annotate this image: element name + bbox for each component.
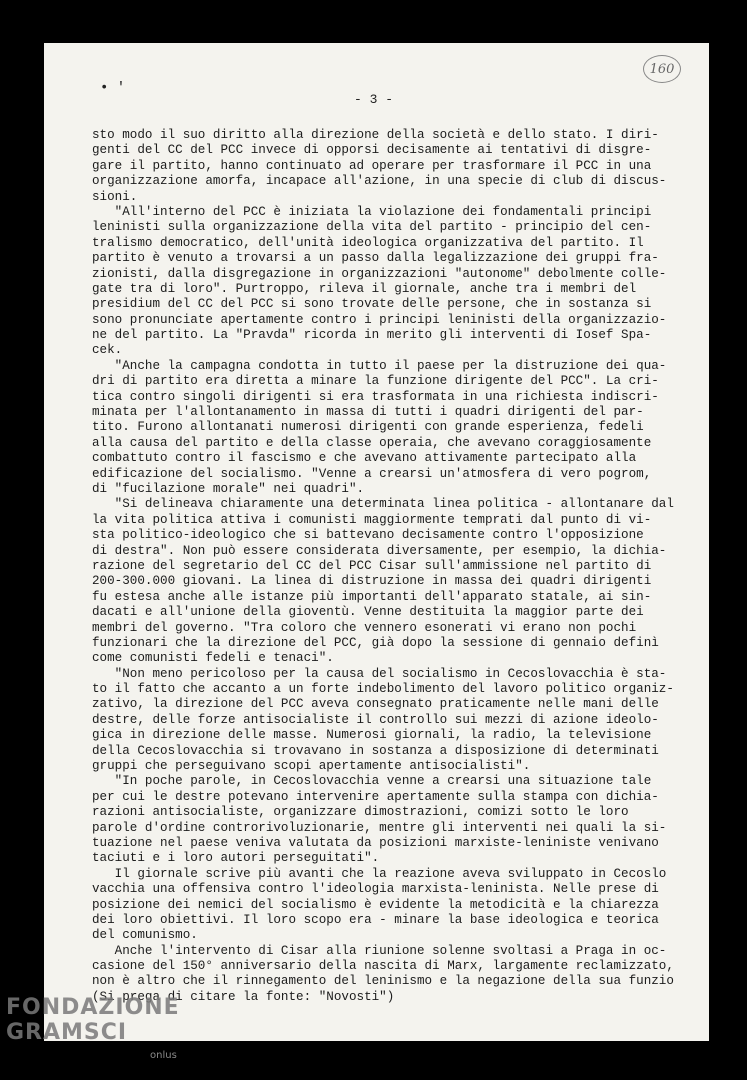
text-line: casione del 150° anniversario della nascita di Marx, largamente reclamizzato, bbox=[92, 959, 674, 974]
text-line: ne del partito. La "Pravda" ricorda in merito gli interventi di Iosef Spa- bbox=[92, 328, 652, 343]
watermark-line1: FONDAZIONE bbox=[6, 995, 180, 1020]
text-line: razioni antisocialiste, organizzare dimostrazioni, comizi sotto le loro bbox=[92, 805, 629, 820]
watermark-suffix: onlus bbox=[150, 1050, 177, 1061]
text-line: fu estesa anche alle istanze più importanti dell'apparato statale, ai sin- bbox=[92, 589, 652, 604]
text-line: "Non meno pericoloso per la causa del socialismo in Cecoslovacchia è sta- bbox=[92, 666, 667, 681]
text-line: la vita politica attiva i comunisti maggiormente temprati dal punto di vi- bbox=[92, 512, 652, 527]
text-line: "Si delineava chiaramente una determinata linea politica - allontanare dal bbox=[92, 497, 674, 512]
archive-number-stamp bbox=[643, 55, 681, 83]
text-line: di "fucilazione morale" nei quadri". bbox=[92, 481, 365, 496]
text-line: vacchia una offensiva contro l'ideologia marxista-leninista. Nelle prese di bbox=[92, 882, 659, 897]
text-line: partito è venuto a trovarsi a un passo dalla legalizzazione dei gruppi fra- bbox=[92, 251, 659, 266]
text-line: minata per l'allontanamento in massa di tutti i quadri dirigenti del par- bbox=[92, 405, 644, 420]
text-line: gate tra di loro". Purtroppo, rileva il giornale, anche tra i membri del bbox=[92, 281, 637, 296]
text-line: gare il partito, hanno continuato ad operare per trasformare il PCC in una bbox=[92, 158, 652, 173]
source-note: (Si prega di citare la fonte: "Novosti") bbox=[92, 990, 395, 1004]
watermark-line2: GRAMSCI bbox=[6, 1020, 128, 1045]
text-line: Il giornale scrive più avanti che la reazione aveva sviluppato in Cecoslo bbox=[92, 866, 667, 881]
text-line: tralismo democratico, dell'unità ideologica organizzativa del partito. Il bbox=[92, 235, 644, 250]
text-line: "All'interno del PCC è iniziata la violazione dei fondamentali principi bbox=[92, 204, 652, 219]
text-line: del comunismo. bbox=[92, 928, 198, 943]
text-line: come comunisti fedeli e tenaci". bbox=[92, 651, 334, 666]
text-line: gruppi che perseguivano scopi apertamente antisocialisti". bbox=[92, 759, 531, 774]
text-line: 200-300.000 giovani. La linea di distruzione in massa dei quadri dirigenti bbox=[92, 574, 652, 589]
text-line: parole d'ordine controrivoluzionarie, mentre gli interventi nei quali la si- bbox=[92, 820, 667, 835]
text-line: dei loro obiettivi. Il loro scopo era - minare la base ideologica e teorica bbox=[92, 912, 659, 927]
margin-marks: • ' bbox=[100, 80, 126, 96]
text-line: tica contro singoli dirigenti si era trasformata in una richiesta indiscri- bbox=[92, 389, 659, 404]
page-number: - 3 - bbox=[353, 92, 393, 107]
text-line: taciuti e i loro autori perseguitati". bbox=[92, 851, 380, 866]
text-line: per cui le destre potevano intervenire apertamente sulla stampa con dichia- bbox=[92, 789, 659, 804]
text-line: to il fatto che accanto a un forte indebolimento del lavoro politico organiz- bbox=[92, 682, 674, 697]
text-line: gica in direzione delle masse. Numerosi giornali, la radio, la televisione bbox=[92, 728, 652, 743]
text-line: dacati e all'unione della gioventù. Venne destituita la maggior parte dei bbox=[92, 605, 644, 620]
text-line: non è altro che il rinnegamento del leninismo e la negazione della sua funzio bbox=[92, 974, 674, 989]
text-line: leninisti sulla organizzazione della vita del partito - principio del cen- bbox=[92, 220, 652, 235]
text-line: organizzazione amorfa, incapace all'azione, in una specie di club di discus- bbox=[92, 174, 667, 189]
text-line: "Anche la campagna condotta in tutto il paese per la distruzione dei qua- bbox=[92, 358, 667, 373]
text-line: dri di partito era diretta a minare la funzione dirigente del PCC". La cri- bbox=[92, 374, 659, 389]
archive-number: 160 bbox=[649, 61, 675, 77]
text-line: tuazione nel paese veniva valutata da posizioni marxiste-leniniste venivano bbox=[92, 835, 659, 850]
text-line: funzionari che la direzione del PCC, già dopo la sessione di gennaio definì bbox=[92, 635, 659, 650]
text-line: sioni. bbox=[92, 189, 138, 204]
text-line: membri del governo. "Tra coloro che vennero esonerati vi erano non pochi bbox=[92, 620, 637, 635]
text-line: zativo, la direzione del PCC aveva consegnato praticamente nelle mani delle bbox=[92, 697, 659, 712]
text-line: razione del segretario del CC del PCC Cisar sull'ammissione nel partito di bbox=[92, 558, 652, 573]
text-line: presidium del CC del PCC si sono trovate delle persone, che in sostanza si bbox=[92, 297, 652, 312]
text-line: destre, delle forze antisocialiste il controllo sui mezzi di azione ideolo- bbox=[92, 712, 659, 727]
text-line: sono pronunciate apertamente contro i principi leninisti della organizzazio- bbox=[92, 312, 667, 327]
text-line: edificazione del socialismo. "Venne a crearsi un'atmosfera di vero pogrom, bbox=[92, 466, 652, 481]
text-line: combattuto contro il fascismo e che avevano attivamente partecipato alla bbox=[92, 451, 637, 466]
text-line: alla causa del partito e della classe operaia, che avevano coraggiosamente bbox=[92, 435, 652, 450]
text-line: posizione dei nemici del socialismo è evidente la metodicità e la chiarezza bbox=[92, 897, 659, 912]
text-line: tito. Furono allontanati numerosi dirigenti con grande esperienza, fedeli bbox=[92, 420, 644, 435]
text-line: di destra". Non può essere considerata diversamente, per esempio, la dichia- bbox=[92, 543, 667, 558]
text-line: genti del CC del PCC invece di opporsi decisamente ai tentativi di disgre- bbox=[92, 143, 652, 158]
text-line: sto modo il suo diritto alla direzione della società e dello stato. I diri- bbox=[92, 128, 659, 142]
text-line: sta politico-ideologico che si battevano decisamente contro l'opposizione bbox=[92, 528, 644, 543]
text-line: cek. bbox=[92, 343, 123, 358]
text-line: della Cecoslovacchia si trovavano in sostanza a disposizione di determinati bbox=[92, 743, 659, 758]
text-line: Anche l'intervento di Cisar alla riunione solenne svoltasi a Praga in oc- bbox=[92, 943, 667, 958]
text-line: zionisti, dalla disgregazione in organizzazioni "autonome" debolmente colle- bbox=[92, 266, 667, 281]
text-line: "In poche parole, in Cecoslovacchia venne a crearsi una situazione tale bbox=[92, 774, 652, 789]
body-text bbox=[92, 128, 692, 990]
